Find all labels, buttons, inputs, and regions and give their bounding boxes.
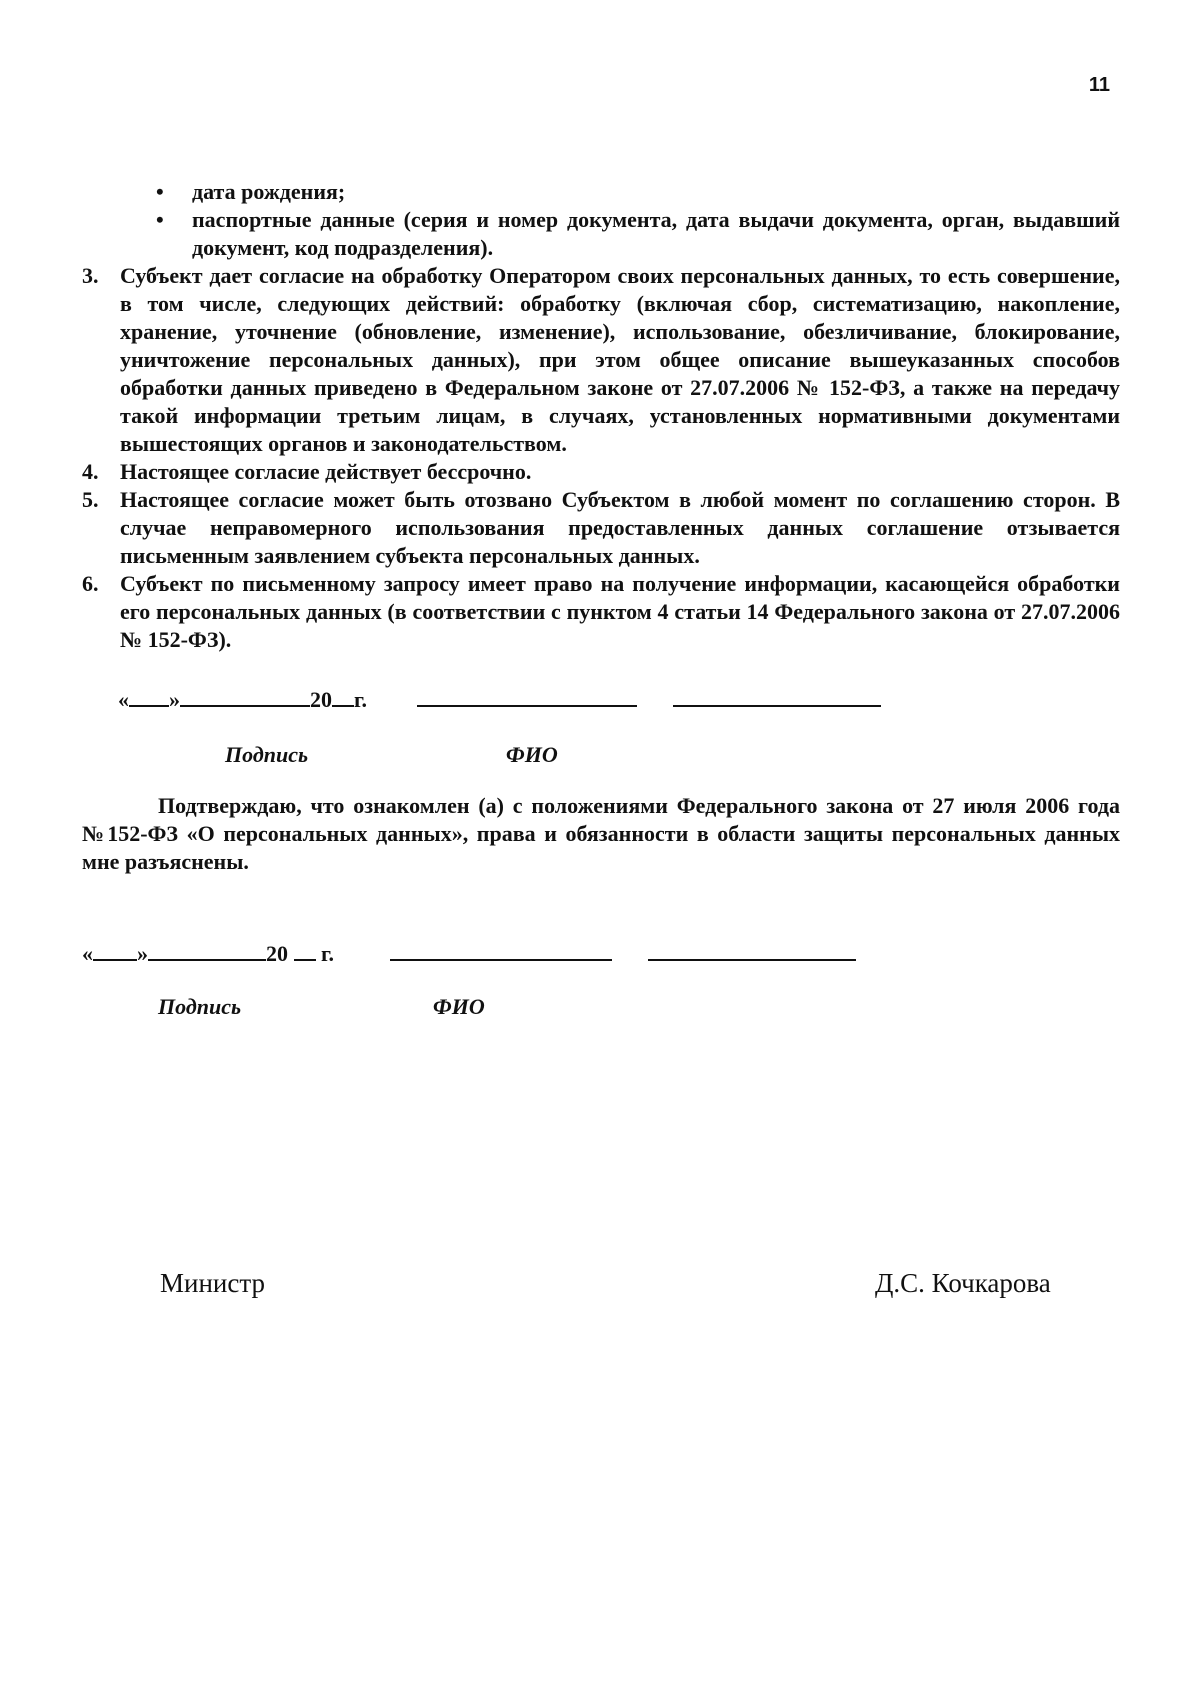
date-close-quote: » [169,687,180,712]
bullet-text: паспортные данные (серия и номер документа, дата выдачи документа, орган, выдавший документ, код подразделения). [192,207,1120,260]
list-item [82,206,1120,262]
month-blank[interactable] [148,937,266,961]
signature-blank-2[interactable] [390,937,612,961]
date-open-quote: « [82,941,93,966]
item-number: 5. [82,487,99,512]
signature-blank-1[interactable] [417,683,637,707]
list-item [82,262,1120,458]
item-number: 4. [82,459,99,484]
list-item [82,458,1120,486]
date-line-2 [82,937,334,967]
year-suffix: г. [321,941,335,966]
month-blank[interactable] [180,683,310,707]
fio-blank-1[interactable] [673,683,881,707]
day-blank[interactable] [93,937,137,961]
bullet-list [82,178,1120,262]
year-blank[interactable] [294,937,316,961]
item-number: 6. [82,571,99,596]
year-blank[interactable] [332,683,354,707]
year-prefix: 20 [266,941,288,966]
item-number: 3. [82,263,99,288]
bullet-icon: • [156,179,164,204]
item-text: Настоящее согласие может быть отозвано Субъектом в любой момент по соглашению сторон. В случае неправомерного использования предоставленных данных соглашение отзывается письменным заявлением субъекта персональных данных. [120,487,1120,568]
item-text: Субъект дает согласие на обработку Оператором своих персональных данных, то есть совершение, в том числе, следующих действий: обработку (включая сбор, систематизацию, накопление, хранение, уточнение (обновление, изменение), использование, обезличивание, блокирование, уничтожение персональных данных), при этом общее описание вышеуказанных способов обработки данных приведено в Федеральном законе от 27.07.2006 № 152-ФЗ, а также на передачу такой информации третьим лицам, в случаях, установленных нормативными документами вышестоящих органов и законодательством. [120,263,1120,456]
year-suffix: г. [354,687,368,712]
list-item [82,570,1120,654]
item-text: Субъект по письменному запросу имеет право на получение информации, касающейся обработки его персональных данных (в соответствии с пунктом 4 статьи 14 Федерального закона от 27.07.2006 № 152-ФЗ). [120,571,1120,652]
list-item [82,486,1120,570]
date-close-quote: » [137,941,148,966]
date-open-quote: « [118,687,129,712]
fio-label-1: ФИО [506,742,558,767]
bullet-text: дата рождения; [192,179,346,204]
signature-label-2: Подпись [158,994,242,1019]
list-item [82,178,1120,206]
signature-label-1: Подпись [225,742,309,767]
year-prefix: 20 [310,687,332,712]
signatory-name: Д.С. Кочкарова [875,1268,1051,1298]
date-line-1 [118,683,367,713]
page-number: 11 [1088,74,1110,96]
fio-label-2: ФИО [433,994,485,1019]
item-text: Настоящее согласие действует бессрочно. [120,459,532,484]
day-blank[interactable] [129,683,169,707]
fio-blank-2[interactable] [648,937,856,961]
numbered-list [82,262,1120,654]
confirmation-paragraph: Подтверждаю, что ознакомлен (а) с положениями Федерального закона от 27 июля 2006 года №152-ФЗ «О персональных данных», права и обязанности в области защиты персональных данных мне разъяснены. [82,793,1120,874]
bullet-icon: • [156,207,164,232]
signatory-role: Министр [160,1268,265,1298]
